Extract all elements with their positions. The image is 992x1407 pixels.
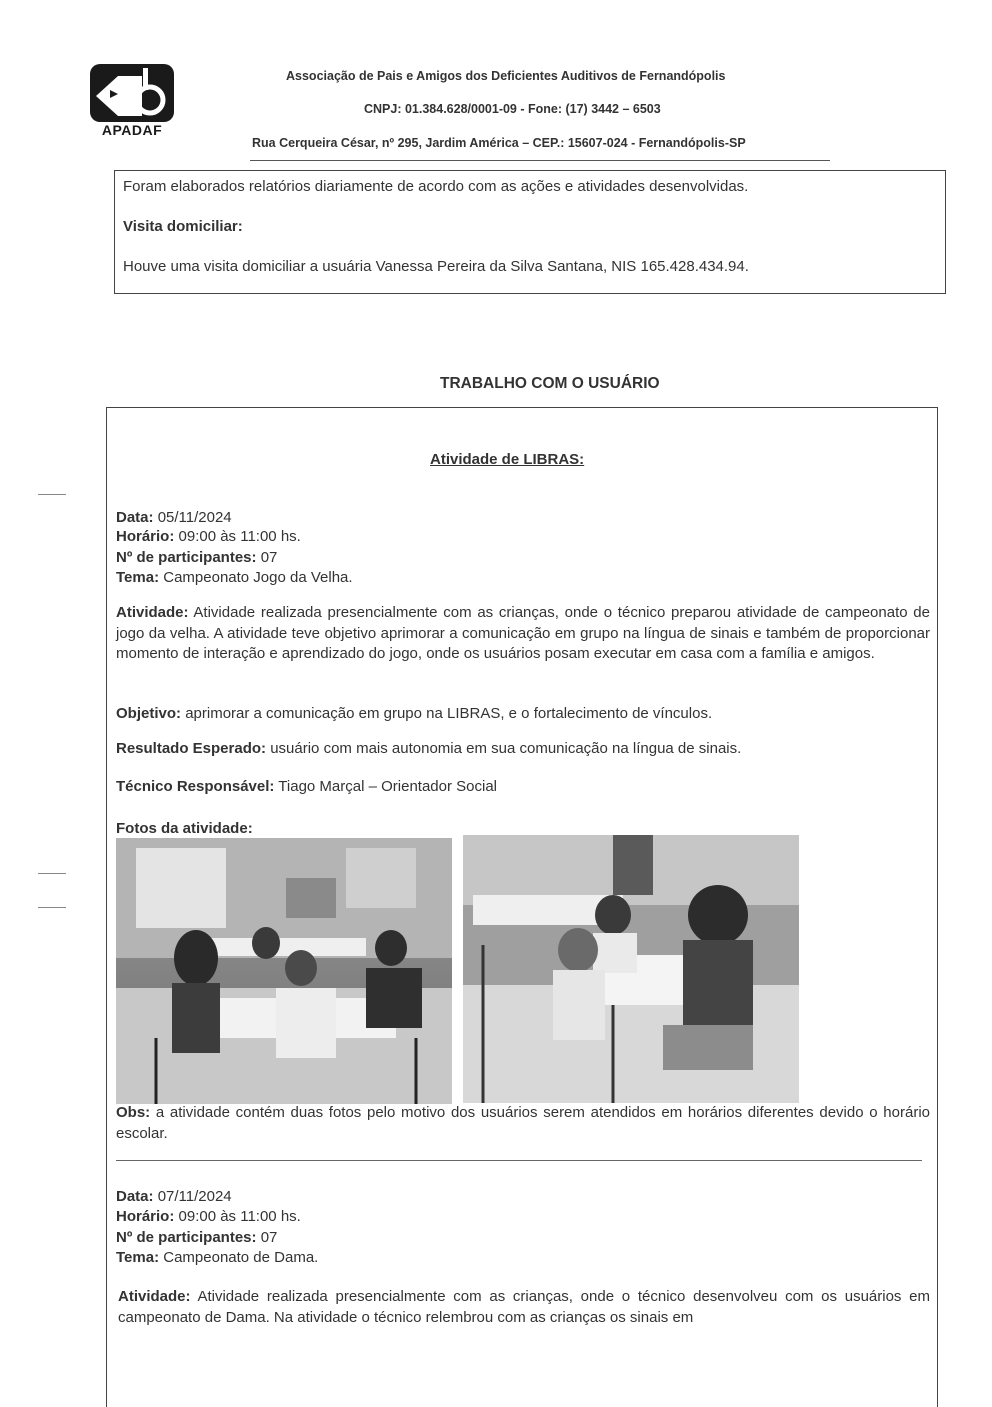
date-label: Data:: [116, 1188, 154, 1205]
date-value: 07/11/2024: [157, 1188, 232, 1205]
objective-text: aprimorar a comunicação em grupo na LIBRAS, e o fortalecimento de vínculos.: [185, 705, 713, 722]
entry1-objective: [116, 704, 712, 724]
date-label: Data:: [116, 509, 154, 526]
time-label: Horário:: [116, 528, 175, 545]
time-value: 09:00 às 11:00 hs.: [178, 528, 301, 545]
objective-label: Objetivo:: [116, 705, 182, 722]
entry1-obs: [116, 1103, 930, 1144]
apadaf-logo: [88, 62, 176, 142]
expected-label: Resultado Esperado:: [116, 740, 267, 757]
entry1-activity: [116, 603, 930, 665]
theme-value: Campeonato de Dama.: [163, 1249, 319, 1266]
participants-label: Nº de participantes:: [116, 1229, 257, 1246]
obs-text: a atividade contém duas fotos pelo motivo dos usuários serem atendidos em horários diferentes devido o horário escolar.: [116, 1104, 930, 1142]
entry2-activity: [118, 1287, 930, 1328]
org-address: Rua Cerqueira César, nº 295, Jardim América – CEP.: 15607-024 - Fernandópolis-SP: [252, 136, 746, 150]
entry2-date: [116, 1187, 232, 1207]
participants-label: Nº de participantes:: [116, 549, 257, 566]
date-value: 05/11/2024: [157, 509, 232, 526]
entry1-participants: [116, 548, 277, 568]
expected-text: usuário com mais autonomia em sua comunicação na língua de sinais.: [270, 740, 742, 757]
reports-text: Foram elaborados relatórios diariamente de acordo com as ações e atividades desenvolvidas.: [123, 178, 749, 195]
participants-value: 07: [260, 549, 278, 566]
photos-label: Fotos da atividade:: [116, 820, 253, 837]
entry2-theme: [116, 1248, 318, 1268]
activity-title: Atividade de LIBRAS:: [430, 451, 585, 468]
entry1-time: [116, 527, 301, 547]
entry1-technician: [116, 777, 497, 797]
logo-text: APADAF: [101, 122, 163, 138]
technician-label: Técnico Responsável:: [116, 778, 275, 795]
technician-text: Tiago Marçal – Orientador Social: [278, 778, 498, 795]
entry1-theme: [116, 568, 353, 588]
org-name: Associação de Pais e Amigos dos Deficientes Auditivos de Fernandópolis: [286, 69, 726, 83]
entry-divider: [116, 1160, 922, 1161]
participants-value: 07: [260, 1229, 278, 1246]
header-rule: [250, 160, 830, 161]
report-box: [114, 170, 946, 294]
org-contact: CNPJ: 01.384.628/0001-09 - Fone: (17) 3442 – 6503: [364, 102, 661, 116]
entry2-time: [116, 1207, 301, 1227]
section-title: TRABALHO COM O USUÁRIO: [440, 375, 660, 392]
home-visit-text: Houve uma visita domiciliar a usuária Vanessa Pereira da Silva Santana, NIS 165.428.434.94.: [123, 258, 749, 275]
activity-photo-1: [116, 838, 452, 1104]
scan-mark: [38, 494, 66, 495]
home-visit-heading: Visita domiciliar:: [123, 218, 243, 235]
activity-label: Atividade:: [118, 1288, 191, 1305]
scan-mark: [38, 907, 66, 908]
time-label: Horário:: [116, 1208, 175, 1225]
theme-value: Campeonato Jogo da Velha.: [163, 569, 353, 586]
entry2-participants: [116, 1228, 277, 1248]
activity-label: Atividade:: [116, 604, 189, 621]
entry1-date: [116, 508, 232, 528]
activity-photo-2: [463, 835, 799, 1103]
entry1-expected: [116, 739, 741, 759]
activity-text: Atividade realizada presencialmente com as crianças, onde o técnico desenvolveu com os usuários em campeonato de Dama. Na atividade o técnico relembrou com as crianças os sinais em: [118, 1288, 931, 1326]
theme-label: Tema:: [116, 569, 160, 586]
scan-mark: [38, 873, 66, 874]
theme-label: Tema:: [116, 1249, 160, 1266]
activity-text: Atividade realizada presencialmente com as crianças, onde o técnico preparou atividade de campeonato de jogo da velha. A atividade teve objetivo aprimorar a comunicação em grupo na língua de sinais e também de proporcionar momento de interação e aprendizado do jogo, onde os usuários posam executar em casa com a família e amigos.: [116, 604, 930, 662]
time-value: 09:00 às 11:00 hs.: [178, 1208, 301, 1225]
obs-label: Obs:: [116, 1104, 151, 1121]
